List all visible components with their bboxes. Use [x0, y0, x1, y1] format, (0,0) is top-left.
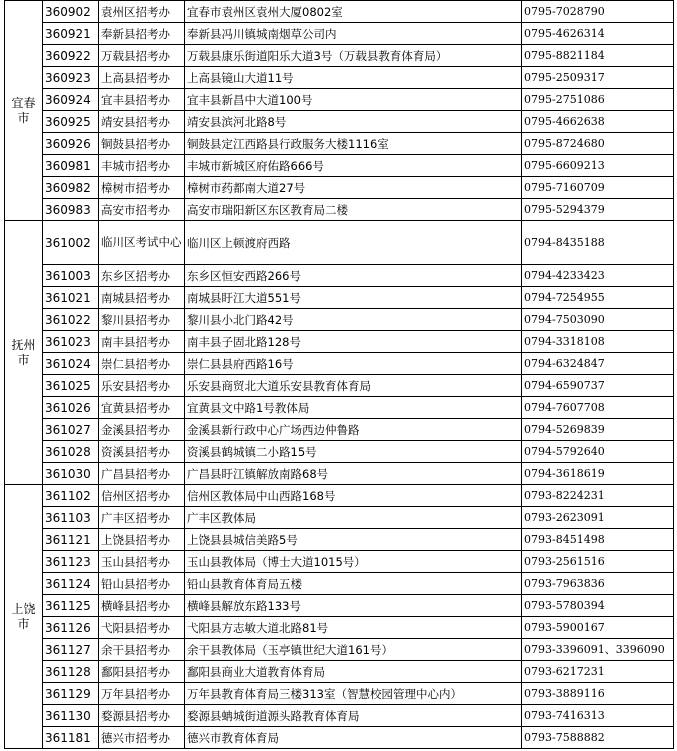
- office-name-cell: 临川区考试中心: [99, 221, 185, 265]
- office-name-cell: 南丰县招考办: [99, 331, 185, 353]
- office-name-cell: 黎川县招考办: [99, 309, 185, 331]
- table-row: [5, 155, 674, 177]
- phone-cell: 0793-8224231: [522, 485, 674, 507]
- phone-cell: 0795-4626314: [522, 23, 674, 45]
- office-name-cell: 鄱阳县招考办: [99, 661, 185, 683]
- table-row: [5, 705, 674, 727]
- phone-cell: 0794-3318108: [522, 331, 674, 353]
- region-code-cell: 361023: [43, 331, 99, 353]
- office-name-cell: 铜鼓县招考办: [99, 133, 185, 155]
- address-cell: 铜鼓县定江西路县行政服务大楼1116室: [185, 133, 522, 155]
- region-code-cell: 361128: [43, 661, 99, 683]
- exam-office-table: [4, 0, 674, 749]
- phone-cell: 0794-5792640: [522, 441, 674, 463]
- phone-cell: 0794-7254955: [522, 287, 674, 309]
- phone-cell: 0793-5780394: [522, 595, 674, 617]
- address-cell: 奉新县冯川镇城南烟草公司内: [185, 23, 522, 45]
- city-cell: 宜春市: [5, 1, 43, 221]
- phone-cell: 0795-2509317: [522, 67, 674, 89]
- region-code-cell: 361130: [43, 705, 99, 727]
- phone-cell: 0795-5294379: [522, 199, 674, 221]
- office-name-cell: 高安市招考办: [99, 199, 185, 221]
- phone-cell: 0793-7963836: [522, 573, 674, 595]
- office-name-cell: 崇仁县招考办: [99, 353, 185, 375]
- region-code-cell: 361127: [43, 639, 99, 661]
- region-code-cell: 360922: [43, 45, 99, 67]
- region-code-cell: 361102: [43, 485, 99, 507]
- phone-cell: 0793-2623091: [522, 507, 674, 529]
- table-row: [5, 133, 674, 155]
- phone-cell: 0794-5269839: [522, 419, 674, 441]
- address-cell: 广昌县盱江镇解放南路68号: [185, 463, 522, 485]
- address-cell: 弋阳县方志敏大道北路81号: [185, 617, 522, 639]
- address-cell: 东乡区恒安西路266号: [185, 265, 522, 287]
- region-code-cell: 361003: [43, 265, 99, 287]
- address-cell: 黎川县小北门路42号: [185, 309, 522, 331]
- office-name-cell: 靖安县招考办: [99, 111, 185, 133]
- office-name-cell: 弋阳县招考办: [99, 617, 185, 639]
- office-name-cell: 婺源县招考办: [99, 705, 185, 727]
- region-code-cell: 360925: [43, 111, 99, 133]
- address-cell: 上饶县县城信美路5号: [185, 529, 522, 551]
- office-name-cell: 广昌县招考办: [99, 463, 185, 485]
- address-cell: 信州区教体局中山西路168号: [185, 485, 522, 507]
- office-name-cell: 奉新县招考办: [99, 23, 185, 45]
- address-cell: 宜丰县新昌中大道100号: [185, 89, 522, 111]
- region-code-cell: 360924: [43, 89, 99, 111]
- table-row: [5, 221, 674, 265]
- table-row: [5, 111, 674, 133]
- address-cell: 宜黄县文中路1号教体局: [185, 397, 522, 419]
- region-code-cell: 361181: [43, 727, 99, 749]
- phone-cell: 0793-5900167: [522, 617, 674, 639]
- office-name-cell: 横峰县招考办: [99, 595, 185, 617]
- address-cell: 高安市瑞阳新区东区教育局二楼: [185, 199, 522, 221]
- table-row: [5, 463, 674, 485]
- table-row: [5, 485, 674, 507]
- table-row: [5, 331, 674, 353]
- phone-cell: 0793-6217231: [522, 661, 674, 683]
- phone-cell: 0793-7588882: [522, 727, 674, 749]
- phone-cell: 0795-7028790: [522, 1, 674, 23]
- phone-cell: 0795-7160709: [522, 177, 674, 199]
- phone-cell: 0795-2751086: [522, 89, 674, 111]
- office-name-cell: 万载县招考办: [99, 45, 185, 67]
- address-cell: 广丰区教体局: [185, 507, 522, 529]
- region-code-cell: 361123: [43, 551, 99, 573]
- table-row: [5, 397, 674, 419]
- table-row: [5, 287, 674, 309]
- address-cell: 玉山县教体局（博士大道1015号）: [185, 551, 522, 573]
- address-cell: 鄱阳县商业大道教育体育局: [185, 661, 522, 683]
- phone-cell: 0793-3396091、3396090: [522, 639, 674, 661]
- table-row: [5, 177, 674, 199]
- region-code-cell: 361024: [43, 353, 99, 375]
- table-row: [5, 727, 674, 749]
- office-name-cell: 资溪县招考办: [99, 441, 185, 463]
- address-cell: 丰城市新城区府佑路666号: [185, 155, 522, 177]
- table-row: [5, 265, 674, 287]
- city-cell: 上饶市: [5, 485, 43, 749]
- table-row: [5, 419, 674, 441]
- office-name-cell: 铅山县招考办: [99, 573, 185, 595]
- region-code-cell: 361021: [43, 287, 99, 309]
- region-code-cell: 360902: [43, 1, 99, 23]
- office-name-cell: 广丰区招考办: [99, 507, 185, 529]
- office-name-cell: 德兴市招考办: [99, 727, 185, 749]
- address-cell: 乐安县商贸北大道乐安县教育体育局: [185, 375, 522, 397]
- address-cell: 余干县教体局（玉亭镇世纪大道161号）: [185, 639, 522, 661]
- phone-cell: 0794-6324847: [522, 353, 674, 375]
- region-code-cell: 360982: [43, 177, 99, 199]
- office-name-cell: 余干县招考办: [99, 639, 185, 661]
- region-code-cell: 361026: [43, 397, 99, 419]
- address-cell: 横峰县解放东路133号: [185, 595, 522, 617]
- table-row: [5, 507, 674, 529]
- region-code-cell: 361028: [43, 441, 99, 463]
- region-code-cell: 361002: [43, 221, 99, 265]
- phone-cell: 0794-3618619: [522, 463, 674, 485]
- phone-cell: 0793-3889116: [522, 683, 674, 705]
- table-row: [5, 573, 674, 595]
- phone-cell: 0795-6609213: [522, 155, 674, 177]
- table-row: [5, 617, 674, 639]
- address-cell: 南城县盱江大道551号: [185, 287, 522, 309]
- phone-cell: 0794-8435188: [522, 221, 674, 265]
- region-code-cell: 360983: [43, 199, 99, 221]
- office-name-cell: 宜黄县招考办: [99, 397, 185, 419]
- region-code-cell: 361027: [43, 419, 99, 441]
- table-row: [5, 529, 674, 551]
- table-row: [5, 441, 674, 463]
- address-cell: 靖安县滨河北路8号: [185, 111, 522, 133]
- table-row: [5, 639, 674, 661]
- phone-cell: 0794-7503090: [522, 309, 674, 331]
- office-name-cell: 樟树市招考办: [99, 177, 185, 199]
- table-body: [5, 1, 674, 749]
- phone-cell: 0794-6590737: [522, 375, 674, 397]
- table-row: [5, 683, 674, 705]
- office-name-cell: 袁州区招考办: [99, 1, 185, 23]
- phone-cell: 0793-2561516: [522, 551, 674, 573]
- office-name-cell: 万年县招考办: [99, 683, 185, 705]
- address-cell: 金溪县新行政中心广场西边仲鲁路: [185, 419, 522, 441]
- address-cell: 崇仁县县府西路16号: [185, 353, 522, 375]
- address-cell: 临川区上顿渡府西路: [185, 221, 522, 265]
- region-code-cell: 361124: [43, 573, 99, 595]
- office-name-cell: 乐安县招考办: [99, 375, 185, 397]
- region-code-cell: 361103: [43, 507, 99, 529]
- phone-cell: 0794-7607708: [522, 397, 674, 419]
- address-cell: 万载县康乐街道阳乐大道3号（万载县教育体育局）: [185, 45, 522, 67]
- office-name-cell: 上饶县招考办: [99, 529, 185, 551]
- table-row: [5, 23, 674, 45]
- region-code-cell: 361025: [43, 375, 99, 397]
- office-name-cell: 信州区招考办: [99, 485, 185, 507]
- address-cell: 宜春市袁州区袁州大厦0802室: [185, 1, 522, 23]
- region-code-cell: 361121: [43, 529, 99, 551]
- phone-cell: 0793-7416313: [522, 705, 674, 727]
- table-row: [5, 67, 674, 89]
- address-cell: 资溪县鹤城镇二小路15号: [185, 441, 522, 463]
- city-cell: 抚州市: [5, 221, 43, 485]
- address-cell: 德兴市教育体育局: [185, 727, 522, 749]
- table-row: [5, 353, 674, 375]
- region-code-cell: 361126: [43, 617, 99, 639]
- office-name-cell: 玉山县招考办: [99, 551, 185, 573]
- table-row: [5, 309, 674, 331]
- address-cell: 万年县教育体育局三楼313室（智慧校园管理中心内）: [185, 683, 522, 705]
- table-row: [5, 375, 674, 397]
- phone-cell: 0795-8724680: [522, 133, 674, 155]
- address-cell: 婺源县蚺城街道源头路教育体育局: [185, 705, 522, 727]
- phone-cell: 0793-8451498: [522, 529, 674, 551]
- table-row: [5, 595, 674, 617]
- region-code-cell: 361030: [43, 463, 99, 485]
- phone-cell: 0795-4662638: [522, 111, 674, 133]
- table-row: [5, 661, 674, 683]
- region-code-cell: 360921: [43, 23, 99, 45]
- table-row: [5, 89, 674, 111]
- phone-cell: 0794-4233423: [522, 265, 674, 287]
- table-row: [5, 551, 674, 573]
- region-code-cell: 361129: [43, 683, 99, 705]
- phone-cell: 0795-8821184: [522, 45, 674, 67]
- region-code-cell: 360926: [43, 133, 99, 155]
- address-cell: 樟树市药都南大道27号: [185, 177, 522, 199]
- region-code-cell: 360981: [43, 155, 99, 177]
- region-code-cell: 361125: [43, 595, 99, 617]
- office-name-cell: 东乡区招考办: [99, 265, 185, 287]
- region-code-cell: 361022: [43, 309, 99, 331]
- office-name-cell: 上高县招考办: [99, 67, 185, 89]
- region-code-cell: 360923: [43, 67, 99, 89]
- table-row: [5, 45, 674, 67]
- office-name-cell: 宜丰县招考办: [99, 89, 185, 111]
- address-cell: 南丰县子固北路128号: [185, 331, 522, 353]
- address-cell: 铅山县教育体育局五楼: [185, 573, 522, 595]
- office-name-cell: 南城县招考办: [99, 287, 185, 309]
- office-name-cell: 金溪县招考办: [99, 419, 185, 441]
- office-name-cell: 丰城市招考办: [99, 155, 185, 177]
- table-row: [5, 199, 674, 221]
- address-cell: 上高县镜山大道11号: [185, 67, 522, 89]
- table-row: [5, 1, 674, 23]
